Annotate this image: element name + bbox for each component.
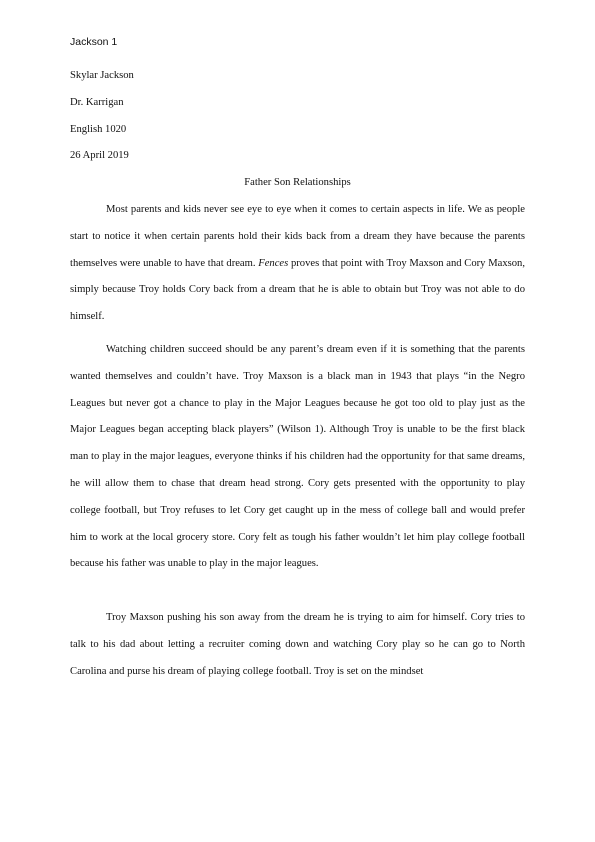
paragraph-1-text-b: proves that point with Troy Maxson and Cory Maxson, simply because Troy holds Cory back from a dream that he is able to obtain but Troy was not able to do himself. <box>70 257 525 323</box>
paragraph-1 <box>70 197 525 331</box>
paragraph-3: Troy Maxson pushing his son away from the dream he is trying to aim for himself. Cory tries to talk to his dad about letting a recruiter coming down and watching Cory play so he can go to North Carolina and purse his dream of playing college football. Troy is set on the mindset <box>70 611 525 677</box>
essay-date: 26 April 2019 <box>70 150 129 162</box>
essay-body <box>70 63 525 685</box>
paragraph-gap <box>70 578 525 605</box>
paragraph-1-text-a: Most parents and kids never see eye to eye when it comes to certain aspects in life. We as people start to notice it when certain parents hold their kids back from a dream they have because the parents themselves were unable to have that dream. <box>70 203 525 269</box>
student-name: Skylar Jackson <box>70 70 134 81</box>
instructor-name: Dr. Karrigan <box>70 96 124 108</box>
essay-title: Father Son Relationships <box>244 177 351 189</box>
work-title-italic: Fences <box>258 257 289 269</box>
course-name: English 1020 <box>70 123 127 135</box>
running-header: Jackson 1 <box>70 36 118 48</box>
paragraph-2: Watching children succeed should be any parent’s dream even if it is something that the parents wanted themselves and couldn’t have. Troy Maxson is a black man in 1943 that plays “in the Negro Leagues but never got a chance to play in the Major Leagues because he got too old to play just as the Major Leagues began accepting black players” (Wilson 1). Although Troy is unable to be the first black man to play in the major leagues, everyone thinks if his children had the opportunity for that same dreams, he will allow them to chase that dream head strong. Cory gets presented with the opportunity to play college football, but Troy refuses to let Cory get caught up in the mess of college ball and would prefer him to work at the local grocery store. Cory felt as tough his father wouldn’t let him play college football because his father was unable to play in the major leagues. <box>70 343 525 570</box>
